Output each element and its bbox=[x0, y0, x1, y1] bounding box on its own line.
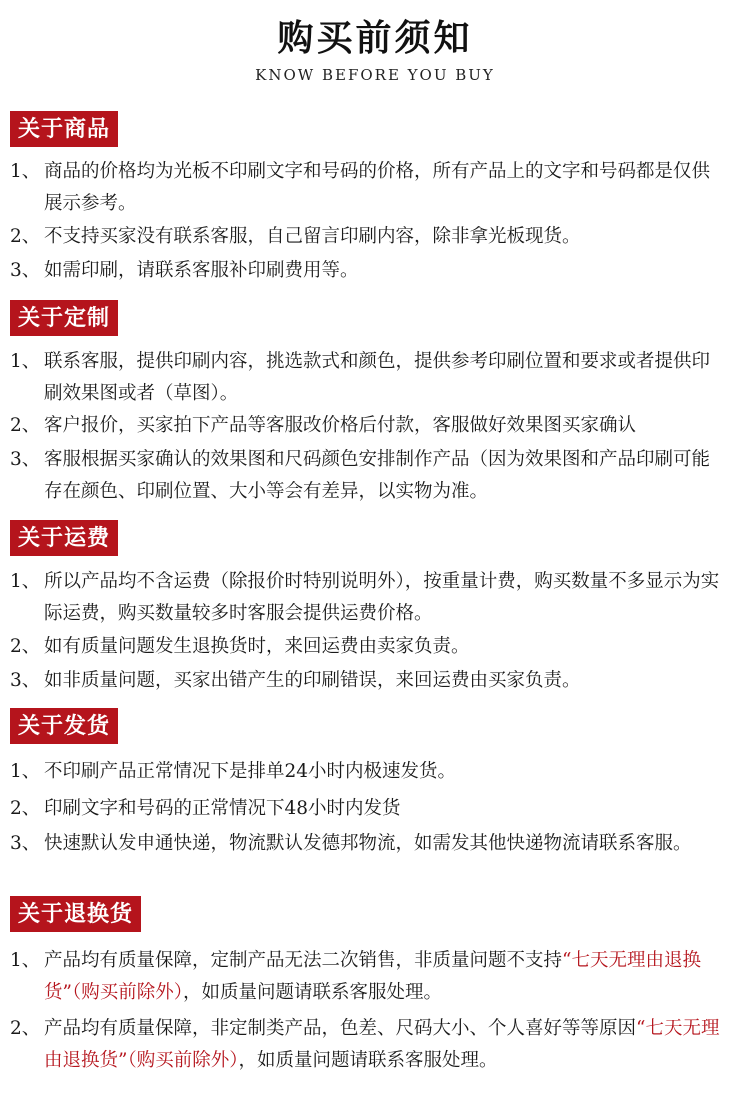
item-number: 2、 bbox=[10, 1018, 41, 1039]
page-title: 购买前须知 bbox=[277, 17, 473, 59]
list-item bbox=[10, 1013, 725, 1077]
item-number: 3、 bbox=[10, 260, 41, 281]
item-text-post: ，如质量问题请联系客服处理。 bbox=[182, 982, 442, 1003]
list-item bbox=[10, 945, 725, 1009]
item-number: 1、 bbox=[10, 161, 41, 182]
item-number: 1、 bbox=[10, 351, 41, 372]
item-number: 1、 bbox=[10, 950, 41, 971]
item-text: 如非质量问题，买家出错产生的印刷错误，来回运费由买家负责。 bbox=[44, 670, 581, 691]
list-item bbox=[10, 221, 725, 253]
item-text: 客服根据买家确认的效果图和尺码颜色安排制作产品（因为效果图和产品印刷可能存在颜色、印刷位置、大小等会有差异，以实物为准。 bbox=[44, 449, 711, 502]
item-text: 商品的价格均为光板不印刷文字和号码的价格，所有产品上的文字和号码都是仅供展示参考。 bbox=[44, 161, 711, 214]
item-text: 印刷文字和号码的正常情况下48小时内发货 bbox=[44, 798, 401, 819]
section-heading-shipping-fee: 关于运费 bbox=[10, 520, 118, 556]
item-text-post: ，如质量问题请联系客服处理。 bbox=[238, 1050, 498, 1071]
seven-day-return-highlight: “七天无理由退换货”（购买前除外） bbox=[44, 1018, 720, 1071]
list-item bbox=[10, 444, 725, 508]
item-text bbox=[44, 945, 725, 1009]
item-text: 所以产品均不含运费（除报价时特别说明外），按重量计费，购买数量不多显示为实际运费，购买数量较多时客服会提供运费价格。 bbox=[44, 571, 720, 624]
item-number: 2、 bbox=[10, 636, 41, 657]
page-subtitle: KNOW BEFORE YOU BUY bbox=[255, 66, 495, 84]
item-number: 3、 bbox=[10, 833, 41, 854]
list-item bbox=[10, 566, 725, 630]
list-item bbox=[10, 828, 725, 860]
item-text: 联系客服，提供印刷内容，挑选款式和颜色，提供参考印刷位置和要求或者提供印刷效果图或者（草图）。 bbox=[44, 351, 711, 404]
item-text-pre: 产品均有质量保障，定制产品无法二次销售，非质量问题不支持 bbox=[44, 950, 563, 971]
section-heading-products: 关于商品 bbox=[10, 111, 118, 147]
seven-day-return-highlight: “七天无理由退换货”（购买前除外） bbox=[44, 950, 701, 1003]
list-item bbox=[10, 410, 725, 442]
list-item bbox=[10, 156, 725, 220]
item-number: 2、 bbox=[10, 226, 41, 247]
item-number: 1、 bbox=[10, 761, 41, 782]
item-number: 2、 bbox=[10, 798, 41, 819]
item-text: 快速默认发申通快递，物流默认发德邦物流，如需发其他快递物流请联系客服。 bbox=[44, 833, 692, 854]
section-heading-returns: 关于退换货 bbox=[10, 896, 141, 932]
list-item bbox=[10, 665, 725, 697]
item-text-pre: 产品均有质量保障，非定制类产品，色差、尺码大小、个人喜好等等原因 bbox=[44, 1018, 637, 1039]
list-item bbox=[10, 631, 725, 663]
section-heading-delivery: 关于发货 bbox=[10, 708, 118, 744]
item-number: 3、 bbox=[10, 670, 41, 691]
list-item bbox=[10, 346, 725, 410]
list-item bbox=[10, 255, 725, 287]
list-item bbox=[10, 756, 725, 788]
section-heading-customization: 关于定制 bbox=[10, 300, 118, 336]
item-number: 3、 bbox=[10, 449, 41, 470]
item-text: 如有质量问题发生退换货时，来回运费由卖家负责。 bbox=[44, 636, 470, 657]
item-text: 不支持买家没有联系客服，自己留言印刷内容，除非拿光板现货。 bbox=[44, 226, 581, 247]
item-text: 不印刷产品正常情况下是排单24小时内极速发货。 bbox=[44, 761, 457, 782]
item-text: 客户报价，买家拍下产品等客服改价格后付款，客服做好效果图买家确认 bbox=[44, 415, 637, 436]
item-text bbox=[44, 1013, 725, 1077]
list-item bbox=[10, 793, 725, 825]
item-text: 如需印刷，请联系客服补印刷费用等。 bbox=[44, 260, 359, 281]
item-number: 2、 bbox=[10, 415, 41, 436]
item-number: 1、 bbox=[10, 571, 41, 592]
